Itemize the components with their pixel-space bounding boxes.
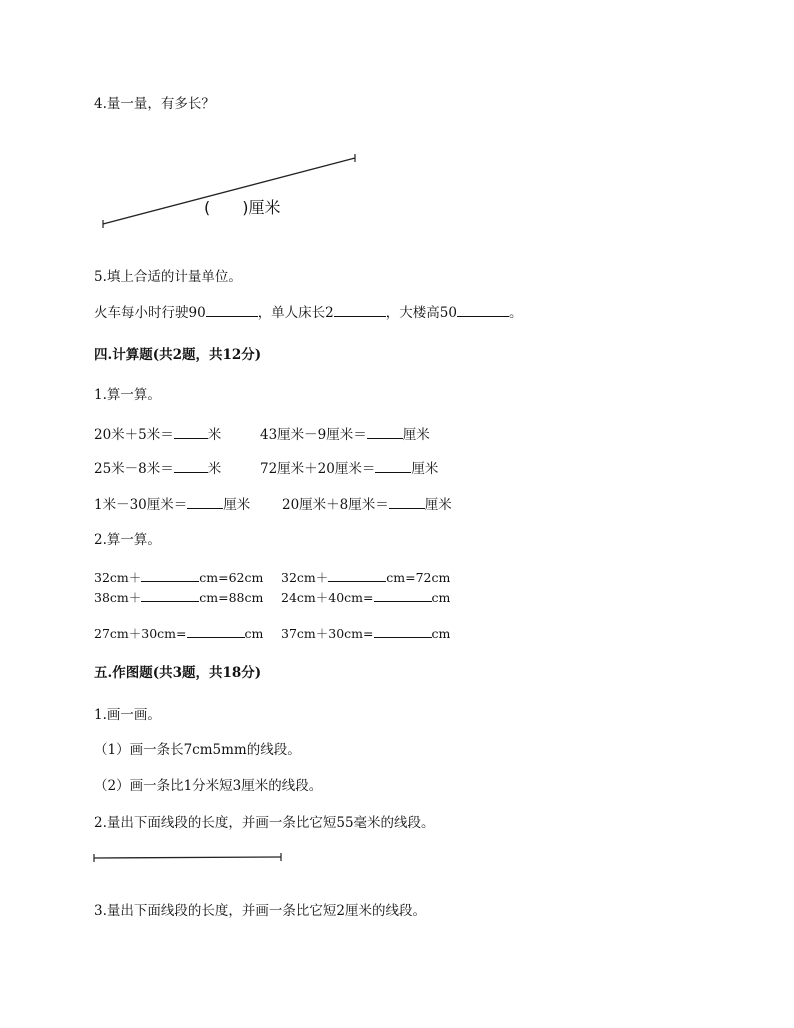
s4q2-row1-a [94, 567, 263, 587]
s4q1-row3-a-expr: 1米－30厘米＝ [94, 497, 188, 513]
s4q2-row2-a [94, 587, 263, 607]
s4q2-row1-a-blank[interactable] [141, 567, 199, 582]
s4q1-row1-b [260, 424, 430, 444]
s4q1-row1-a-blank[interactable] [174, 424, 208, 439]
s5q3-title: 3.量出下面线段的长度，并画一条比它短2厘米的线段。 [94, 903, 426, 919]
s4q1-row3-b [282, 494, 452, 514]
s4q2-row3-a [94, 623, 263, 643]
s4q1-row1-b-unit: 厘米 [402, 427, 430, 443]
section4-heading: 四.计算题(共2题，共12分) [94, 347, 262, 363]
s4q2-row3-b-pre: 37cm＋30cm= [281, 626, 374, 641]
s4q2-row2-b-blank[interactable] [374, 587, 432, 602]
s5q1-item2: （2）画一条比1分米短3厘米的线段。 [94, 778, 323, 794]
q5-part4: 。 [508, 305, 523, 321]
s4q2-row2-b [281, 587, 450, 607]
s4q1-row2-a-unit: 米 [207, 461, 222, 477]
q5-part3: ，大楼高50 [385, 305, 457, 321]
s5q1-item1: （1）画一条长7cm5mm的线段。 [94, 742, 301, 758]
q5-blank-3[interactable] [457, 302, 509, 317]
s4q2-row3-b-blank[interactable] [374, 623, 432, 638]
s4q1-row3-a-blank[interactable] [187, 494, 223, 509]
q5-title: 5.填上合适的计量单位。 [94, 269, 242, 285]
s4q2-row3-a-post: cm [244, 626, 264, 641]
s4q1-title: 1.算一算。 [94, 387, 161, 403]
q5-sentence [94, 302, 522, 322]
s4q1-row1-b-blank[interactable] [367, 424, 403, 439]
s4q1-row2-a [94, 458, 221, 478]
q5-blank-2[interactable] [334, 302, 386, 317]
s4q1-row2-a-expr: 25米－8米＝ [94, 461, 174, 477]
s4q2-row2-a-blank[interactable] [141, 587, 199, 602]
s4q1-row3-b-blank[interactable] [389, 494, 425, 509]
q5-part2: ，单人床长2 [257, 305, 334, 321]
s4q2-row3-a-blank[interactable] [187, 623, 245, 638]
s4q1-row3-a-unit: 厘米 [223, 497, 251, 513]
q4-paren-open: ( [204, 198, 211, 217]
s4q2-row3-b-post: cm [431, 626, 451, 641]
s5q1-title: 1.画一画。 [94, 707, 161, 723]
s4q2-row2-a-post: cm=88cm [199, 590, 264, 605]
q4-title: 4.量一量，有多长？ [94, 96, 215, 112]
s4q2-row2-b-post: cm [431, 590, 451, 605]
s4q1-row2-b [260, 458, 438, 478]
s4q2-row3-a-pre: 27cm＋30cm= [94, 626, 187, 641]
s4q2-row1-b-pre: 32cm＋ [281, 570, 329, 585]
q5-part1: 火车每小时行驶90 [94, 305, 206, 321]
q4-paren-close: )厘米 [242, 198, 281, 217]
s4q2-row1-b-blank[interactable] [328, 567, 386, 582]
s4q1-row2-b-expr: 72厘米＋20厘米＝ [260, 461, 376, 477]
s4q2-row1-b [281, 567, 450, 587]
s4q1-row3-b-expr: 20厘米＋8厘米＝ [282, 497, 389, 513]
s4q1-row1-a [94, 424, 221, 444]
q5-blank-1[interactable] [206, 302, 258, 317]
q4-answer-label [204, 198, 281, 218]
s4q1-row3-b-unit: 厘米 [424, 497, 452, 513]
s4q2-row1-a-post: cm=62cm [199, 570, 264, 585]
s4q2-row1-b-post: cm=72cm [386, 570, 451, 585]
s4q1-row3-a [94, 494, 250, 514]
s4q1-row1-a-unit: 米 [207, 427, 222, 443]
s5q2-title: 2.量出下面线段的长度，并画一条比它短55毫米的线段。 [94, 815, 435, 831]
s5q2-segment [94, 857, 281, 858]
s4q2-row3-b [281, 623, 450, 643]
s4q1-row1-a-expr: 20米＋5米＝ [94, 427, 174, 443]
section5-heading: 五.作图题(共3题，共18分) [94, 665, 262, 681]
s4q2-row2-b-pre: 24cm＋40cm= [281, 590, 374, 605]
s4q2-title: 2.算一算。 [94, 532, 161, 548]
s4q1-row1-b-expr: 43厘米－9厘米＝ [260, 427, 367, 443]
s4q1-row2-b-unit: 厘米 [411, 461, 439, 477]
s4q2-row2-a-pre: 38cm＋ [94, 590, 142, 605]
s4q1-row2-a-blank[interactable] [174, 458, 208, 473]
s4q2-row1-a-pre: 32cm＋ [94, 570, 142, 585]
s4q1-row2-b-blank[interactable] [375, 458, 411, 473]
